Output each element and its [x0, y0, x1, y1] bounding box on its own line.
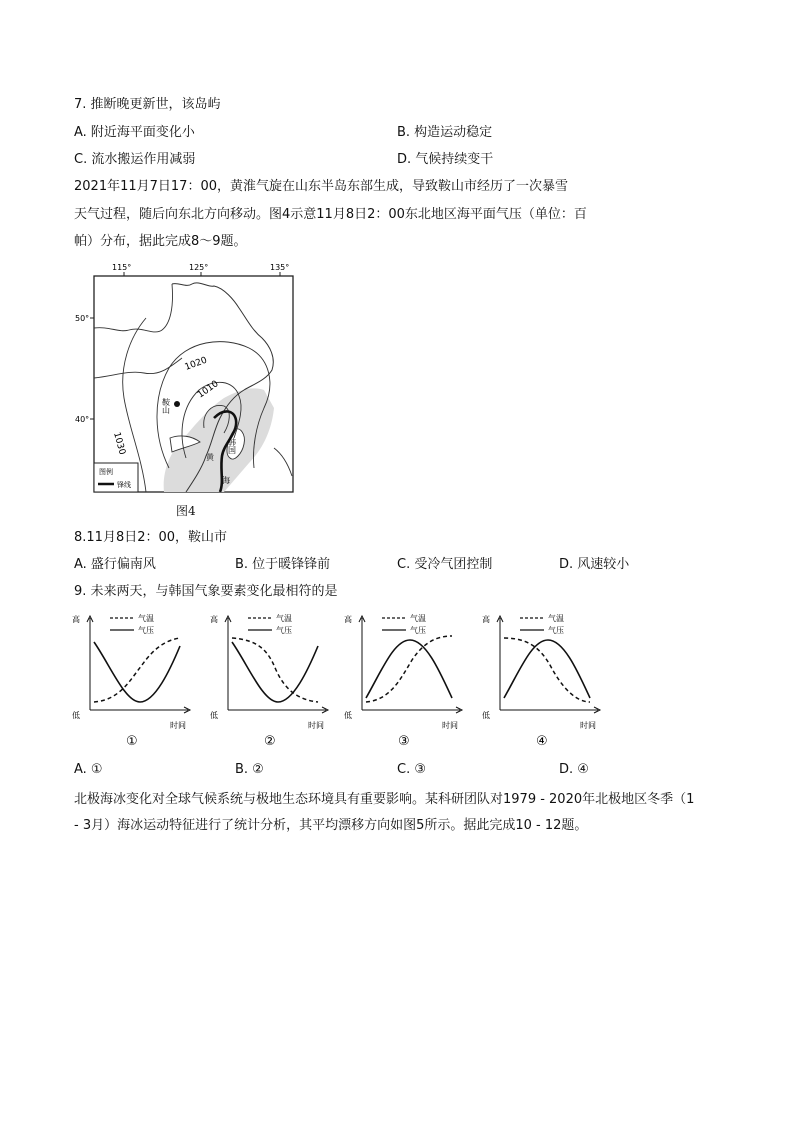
japan-coast [274, 448, 292, 476]
axis-label-time: 时间 [580, 721, 596, 730]
q7-option-b: B. 构造运动稳定 [397, 125, 493, 140]
lon-label-115: 115° [112, 263, 132, 272]
passage1-line1: 2021年11月7日17：00，黄淮气旋在山东半岛东部生成，导致鞍山市经历了一次暴雪 [74, 179, 568, 194]
pressure-curve [366, 640, 452, 698]
axis-label-low: 低 [210, 711, 218, 720]
legend-pressure-label: 气压 [548, 626, 564, 635]
isobar-label-1030: 1030 [111, 431, 127, 456]
legend-temp-label: 气温 [410, 614, 426, 623]
graph-2 [208, 610, 333, 750]
lon-label-135: 135° [270, 263, 290, 272]
passage2-line2: - 3月）海冰运动特征进行了统计分析，其平均漂移方向如图5所示。据此完成10 - 12题。 [74, 818, 588, 833]
temperature-curve [366, 636, 452, 702]
q9-option-b: B. ② [235, 762, 264, 777]
passage2-line1: 北极海冰变化对全球气候系统与极地生态环境具有重要影响。某科研团队对1979 - 2020年北极地区冬季（1 [74, 792, 695, 807]
q8-option-a: A. 盛行偏南风 [74, 557, 156, 572]
temperature-curve [94, 638, 180, 702]
lat-label-40: 40° [75, 415, 90, 424]
q7-option-a: A. 附近海平面变化小 [74, 125, 195, 140]
axis-label-high: 高 [344, 615, 352, 624]
city-label-anshan: 鞍山 [161, 398, 171, 414]
q8-option-d: D. 风速较小 [559, 557, 630, 572]
axis-label-high: 高 [482, 615, 490, 624]
graph-number-label: ③ [398, 734, 410, 749]
axis-label-low: 低 [482, 711, 490, 720]
passage1-line3: 帕）分布，据此完成8～9题。 [74, 234, 247, 249]
graph-number-label: ① [126, 734, 138, 749]
isobar-label-1020: 1020 [183, 355, 209, 373]
figure4-map [74, 258, 300, 494]
lat-label-50: 50° [75, 314, 90, 323]
q9-option-c: C. ③ [397, 762, 426, 777]
isobar-label-1010: 1010 [195, 379, 221, 401]
q7-stem: 7. 推断晚更新世，该岛屿 [74, 97, 221, 112]
pressure-curve [94, 642, 180, 702]
temperature-curve [232, 638, 318, 702]
anshan-marker [174, 401, 180, 407]
q9-option-d: D. ④ [559, 762, 589, 777]
sea-label-2: 海 [222, 476, 230, 485]
passage1-line2: 天气过程，随后向东北方向移动。图4示意11月8日2：00东北地区海平面气压（单位：百 [74, 207, 587, 222]
axis-label-time: 时间 [442, 721, 458, 730]
graph-1 [70, 610, 195, 750]
axis-label-high: 高 [72, 615, 80, 624]
legend-front-label: 锋线 [117, 481, 131, 489]
graph-3 [342, 610, 467, 750]
q9-option-a: A. ① [74, 762, 103, 777]
q7-option-d: D. 气候持续变干 [397, 152, 494, 167]
pressure-curve [504, 640, 590, 698]
legend-temp-label: 气温 [548, 614, 564, 623]
graph-number-label: ④ [536, 734, 548, 749]
legend-temp-label: 气温 [138, 614, 154, 623]
legend-pressure-label: 气压 [276, 626, 292, 635]
legend-pressure-label: 气压 [138, 626, 154, 635]
legend-pressure-label: 气压 [410, 626, 426, 635]
q7-option-c: C. 流水搬运作用减弱 [74, 152, 196, 167]
axis-label-high: 高 [210, 615, 218, 624]
figure4-caption: 图4 [176, 504, 196, 518]
q8-option-b: B. 位于暖锋锋前 [235, 557, 331, 572]
axis-label-time: 时间 [170, 721, 186, 730]
pressure-curve [232, 642, 318, 702]
lon-label-125: 125° [189, 263, 209, 272]
graph-number-label: ② [264, 734, 276, 749]
graph-4 [480, 610, 605, 750]
axis-label-low: 低 [72, 711, 80, 720]
axis-label-time: 时间 [308, 721, 324, 730]
country-label-korea: 韩国 [227, 438, 237, 454]
q9-stem: 9. 未来两天，与韩国气象要素变化最相符的是 [74, 584, 338, 599]
sea-label-1: 黄 [206, 453, 214, 462]
border-line [94, 284, 173, 332]
q8-option-c: C. 受冷气团控制 [397, 557, 493, 572]
q8-stem: 8.11月8日2：00，鞍山市 [74, 530, 228, 545]
axis-label-low: 低 [344, 711, 352, 720]
legend-temp-label: 气温 [276, 614, 292, 623]
legend-title: 图例 [99, 468, 113, 476]
